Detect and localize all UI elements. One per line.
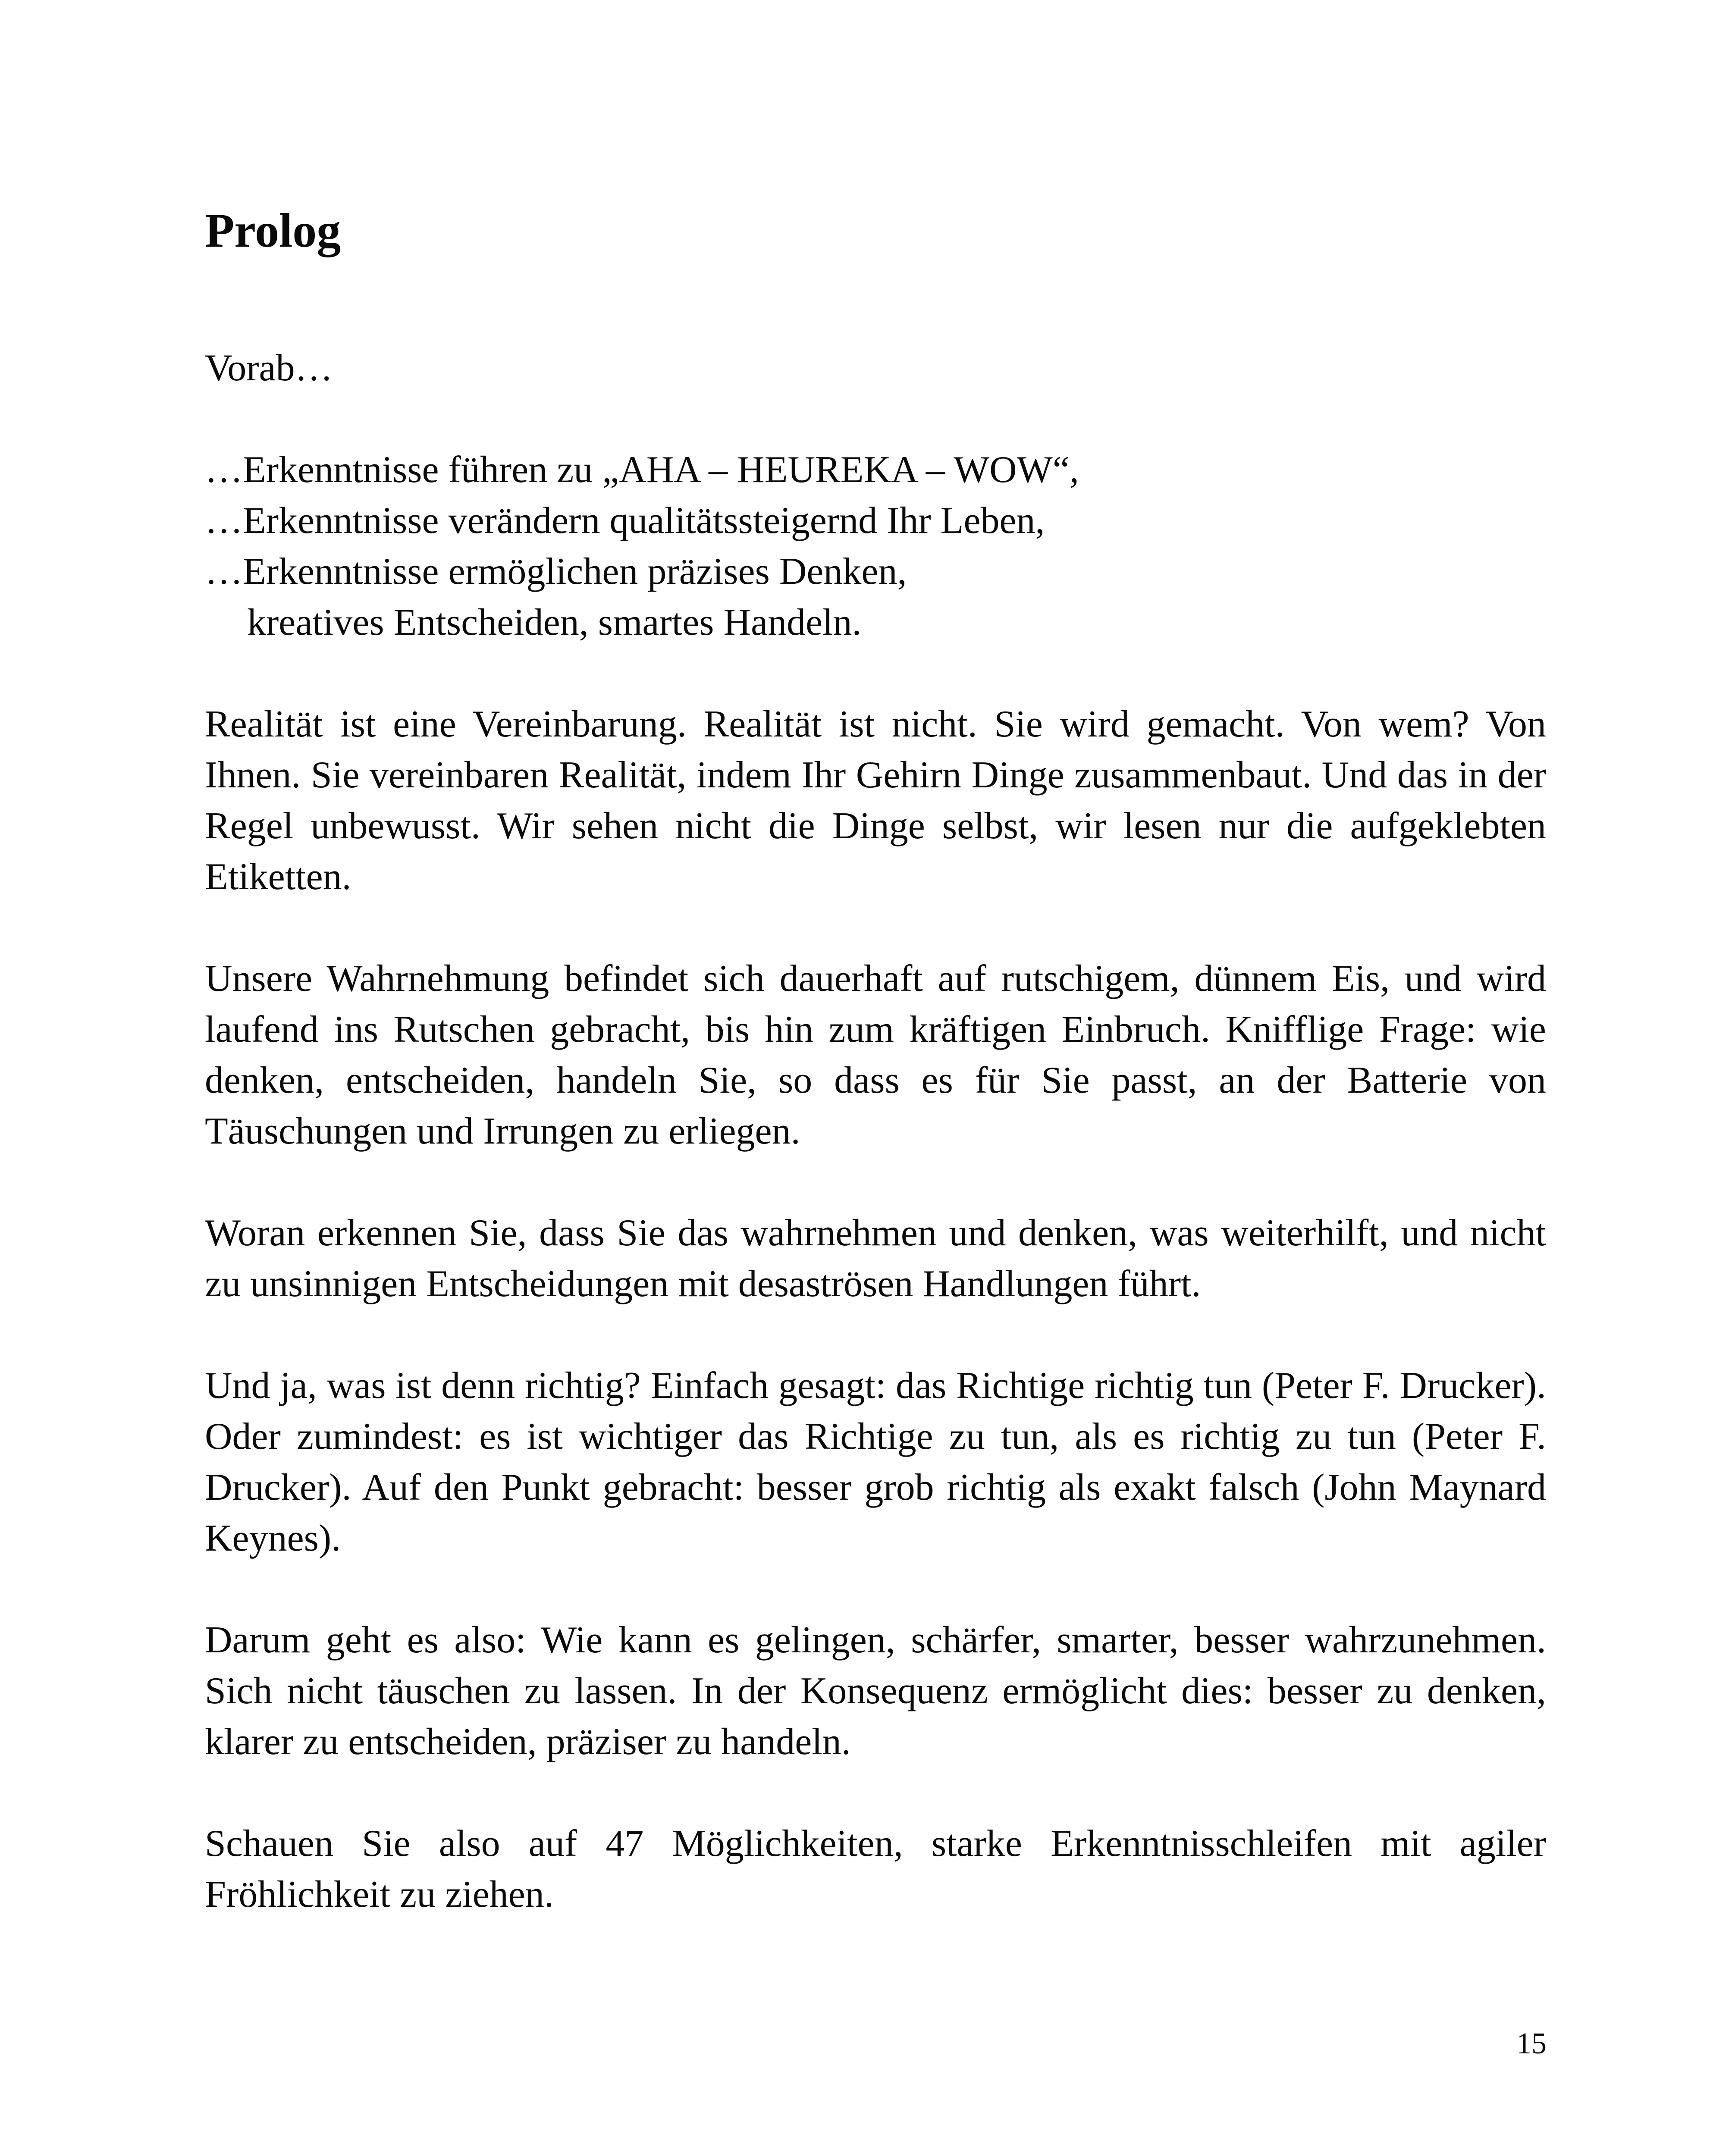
intro-label: Vorab…: [205, 347, 333, 389]
insights-list: [205, 445, 1546, 648]
page-number: 15: [1516, 2027, 1547, 2060]
paragraph-outlook: Schauen Sie also auf 47 Möglichkeiten, starke Erkenntnisschleifen mit agiler Fröhlichkeit zu ziehen.: [205, 1823, 1546, 1915]
paragraph-what-is-right: Und ja, was ist denn richtig? Einfach gesagt: das Richtige richtig tun (Peter F. Drucker). Oder zumindest: es ist wichtiger das Richtige zu tun, als es richtig zu tun (Peter F. Drucker). Auf den Punkt gebracht: besser grob richtig als exakt falsch (John Maynard Keynes).: [205, 1365, 1546, 1559]
page-body: [205, 198, 1546, 1920]
paragraph-perception: Unsere Wahrnehmung befindet sich dauerhaft auf rutschigem, dünnem Eis, und wird laufend ins Rutschen gebracht, bis hin zum kräftigen Einbruch. Knifflige Frage: wie denken, entscheiden, handeln Sie, so dass es für Sie passt, an der Batterie von Täuschungen und Irrungen zu erliegen.: [205, 958, 1546, 1152]
insight-line-continuation: kreatives Entscheiden, smartes Handeln.: [247, 602, 862, 643]
insight-line: …Erkenntnisse führen zu „AHA – HEUREKA – WOW“,: [205, 449, 1079, 491]
paragraph-reality: Realität ist eine Vereinbarung. Realität ist nicht. Sie wird gemacht. Von wem? Von Ihnen. Sie vereinbaren Realität, indem Ihr Gehirn Dinge zusammenbaut. Und das in der Regel unbewusst. Wir sehen nicht die Dinge selbst, wir lesen nur die aufgeklebten Etiketten.: [205, 703, 1546, 898]
paragraph-recognition: Woran erkennen Sie, dass Sie das wahrnehmen und denken, was weiterhilft, und nicht zu unsinnigen Entscheidungen mit desaströsen Handlungen führt.: [205, 1212, 1546, 1305]
insight-line: …Erkenntnisse ermöglichen präzises Denken,: [205, 551, 907, 592]
chapter-heading: Prolog: [205, 204, 341, 257]
insight-line: …Erkenntnisse verändern qualitätssteigernd Ihr Leben,: [205, 500, 1045, 542]
paragraph-purpose: Darum geht es also: Wie kann es gelingen, schärfer, smarter, besser wahrzunehmen. Sich nicht täuschen zu lassen. In der Konsequenz ermöglicht dies: besser zu denken, klarer zu entscheiden, präziser zu handeln.: [205, 1619, 1546, 1763]
